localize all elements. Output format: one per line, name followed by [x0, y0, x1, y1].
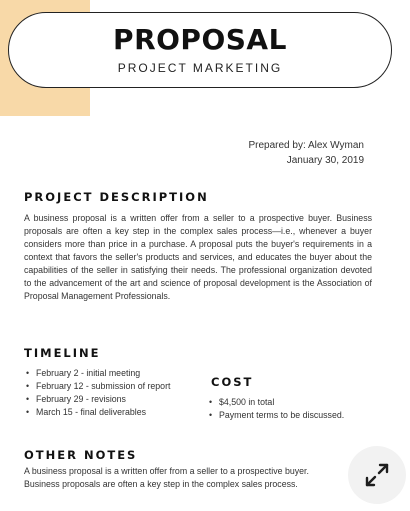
cost-item: • Payment terms to be discussed.: [207, 409, 344, 422]
prepared-info: [248, 138, 364, 168]
project-description-text: A business proposal is a written offer from a seller to a prospective buyer. Business proposals are often a key step in the complex sales process—i.e., whenever a buyer considers more than price in a purchase. A proposal puts the buyer's requirements in a context that favors the seller's products and services, and educates the buyer about the capabilities of the seller in satisfying their needs. The professional organization devoted to the advancement of the art and science of proposal development is the Association of Proposal Management Professionals.: [24, 213, 372, 301]
timeline-item: • February 29 - revisions: [24, 393, 170, 406]
expand-arrows-icon: [363, 461, 391, 489]
page-subtitle: PROJECT MARKETING: [117, 61, 283, 75]
timeline-item: • February 2 - initial meeting: [24, 367, 170, 380]
prepared-by: Prepared by: Alex Wyman: [248, 140, 364, 151]
timeline-item: • February 12 - submission of report: [24, 380, 170, 393]
cost-heading: COST: [211, 375, 254, 389]
other-notes-text: A business proposal is a written offer from a seller to a prospective buyer. Business proposals are often a key step in the complex sales process.: [24, 466, 309, 489]
title-banner: [8, 12, 392, 88]
timeline-heading: TIMELINE: [24, 346, 101, 360]
project-description-heading: PROJECT DESCRIPTION: [24, 190, 209, 204]
page-title: PROPOSAL: [113, 23, 287, 56]
timeline-list: [24, 367, 170, 419]
cost-item: • $4,500 in total: [207, 396, 344, 409]
document-date: January 30, 2019: [286, 155, 364, 166]
expand-button[interactable]: [348, 446, 406, 504]
cost-list: [207, 396, 344, 422]
timeline-item: • March 15 - final deliverables: [24, 406, 170, 419]
other-notes-heading: OTHER NOTES: [24, 448, 138, 462]
